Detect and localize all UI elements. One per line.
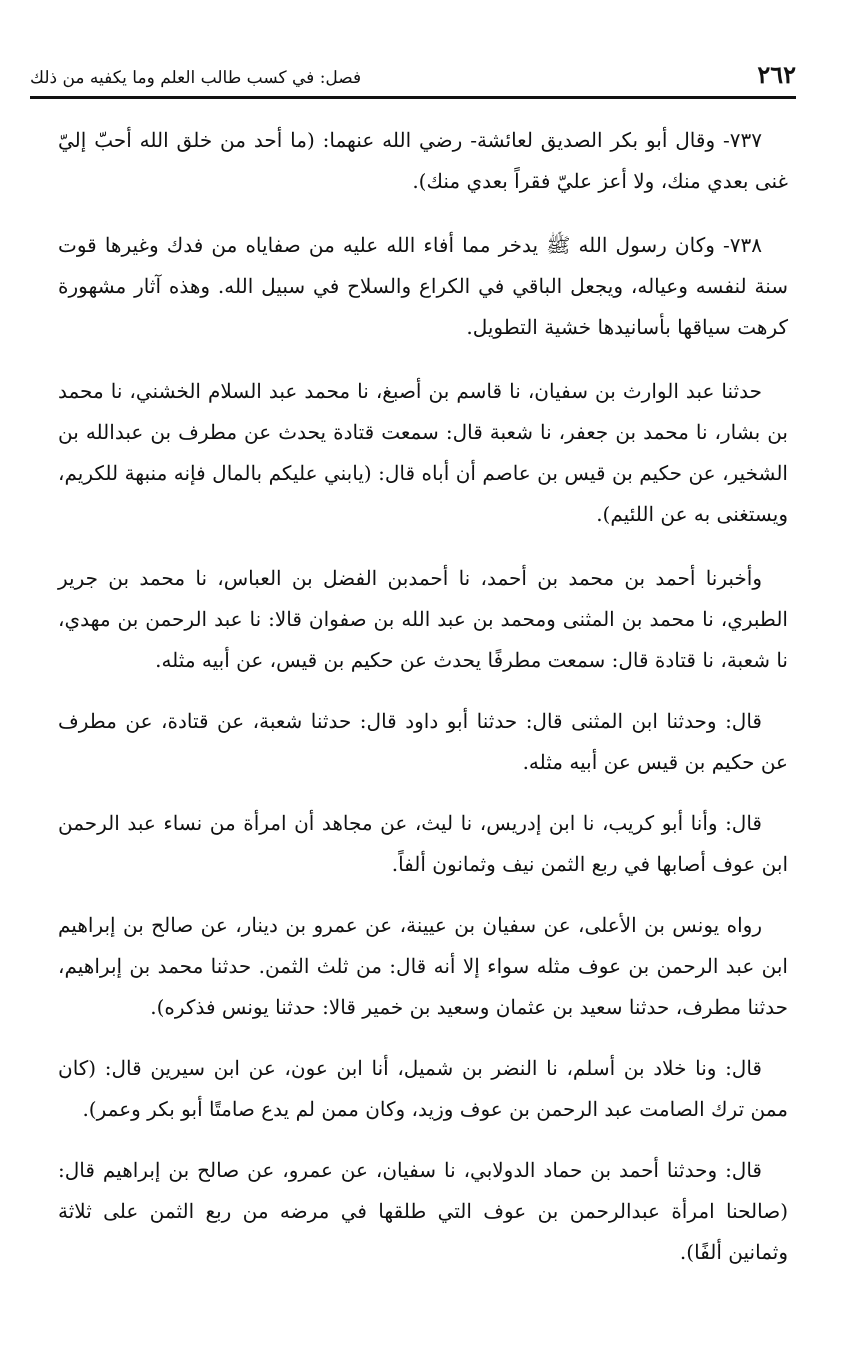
running-title: فصل: في كسب طالب العلم وما يكفيه من ذلك xyxy=(30,68,362,88)
paragraph-isnad-7: قال: وحدثنا أحمد بن حماد الدولابي، نا سفيان، عن عمرو، عن صالح بن إبراهيم قال: (صالحنا امرأة عبدالرحمن بن عوف التي طلقها في مرضه من ربع الثمن على ثلاثة وثمانين ألفًا). xyxy=(58,1158,788,1264)
paragraph-isnad-1: حدثنا عبد الوارث بن سفيان، نا قاسم بن أصبغ، نا محمد عبد السلام الخشني، نا محمد بن بشار، نا محمد بن جعفر، نا شعبة قال: سمعت قتادة يحدث عن مطرف بن عبدالله بن الشخير، عن حكيم بن قيس بن عاصم أن أباه قال: (يابني عليكم بالمال فإنه منبهة للكريم، ويستغنى به عن اللئيم). xyxy=(58,379,788,526)
paragraph-isnad-6: قال: ونا خلاد بن أسلم، نا النضر بن شميل، أنا ابن عون، عن ابن سيرين قال: (كان ممن ترك الصامت عبد الرحمن بن عوف وزيد، وكان ممن لم يدع صامتًا أبو بكر وعمر). xyxy=(58,1056,788,1121)
paragraph-738: ٧٣٨- وكان رسول الله ﷺ يدخر مما أفاء الله عليه من صفاياه من فدك وغيرها قوت سنة لنفسه وعياله، ويجعل الباقي في الكراع والسلاح في سبيل الله. وهذه آثار مشهورة كرهت سياقها بأسانيدها خشية التطويل. xyxy=(58,233,788,339)
page-body xyxy=(58,120,788,1293)
page-header xyxy=(30,56,796,99)
page-number: ٢٦٢ xyxy=(757,60,796,89)
paragraph-isnad-5: رواه يونس بن الأعلى، عن سفيان بن عيينة، عن عمرو بن دينار، عن صالح بن إبراهيم ابن عبد الرحمن بن عوف مثله سواء إلا أنه قال: من ثلث الثمن. حدثنا محمد بن إبراهيم، حدثنا مطرف، حدثنا سعيد بن عثمان وسعيد بن خمير قالا: حدثنا يونس فذكره). xyxy=(58,913,788,1019)
paragraph-isnad-4: قال: وأنا أبو كريب، نا ابن إدريس، نا ليث، عن مجاهد أن امرأة من نساء عبد الرحمن ابن عوف أصابها في ربع الثمن نيف وثمانون ألفاً. xyxy=(58,811,788,876)
paragraph-isnad-2: وأخبرنا أحمد بن محمد بن أحمد، نا أحمدبن الفضل بن العباس، نا محمد بن جرير الطبري، نا محمد بن المثنى ومحمد بن عبد الله بن صفوان قالا: نا عبد الرحمن بن مهدي، نا شعبة، نا قتادة قال: سمعت مطرفًا يحدث عن حكيم بن قيس، عن أبيه مثله. xyxy=(58,566,788,672)
paragraph-isnad-3: قال: وحدثنا ابن المثنى قال: حدثنا أبو داود قال: حدثنا شعبة، عن قتادة، عن مطرف عن حكيم بن قيس عن أبيه مثله. xyxy=(58,709,788,774)
paragraph-737: ٧٣٧- وقال أبو بكر الصديق لعائشة- رضي الله عنهما: (ما أحد من خلق الله أحبّ إليّ غنى بعدي منك، ولا أعز عليّ فقراً بعدي منك). xyxy=(58,128,788,193)
